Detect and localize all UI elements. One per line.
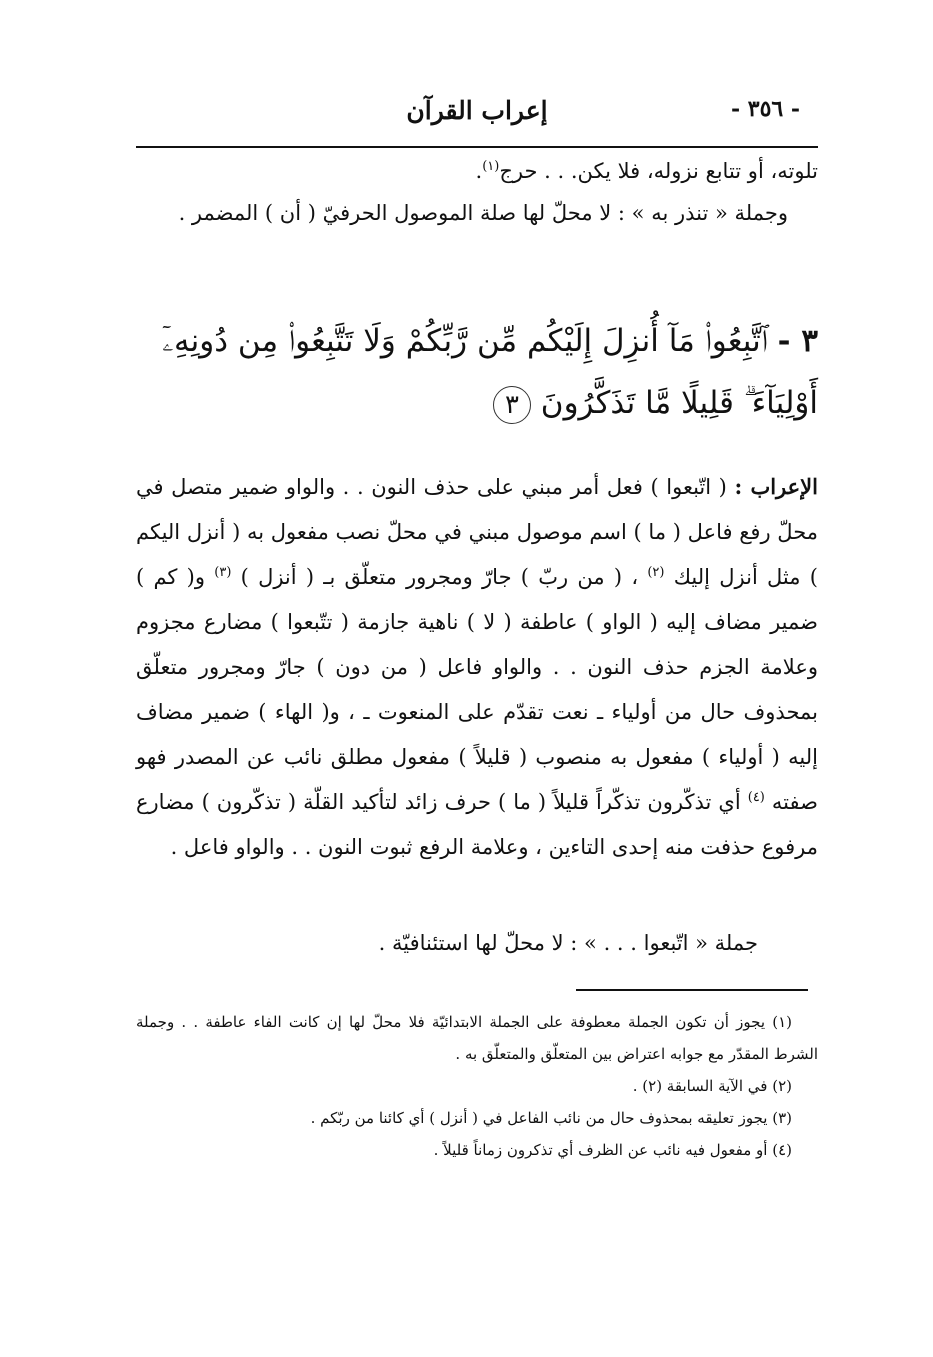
paragraph-text: تلوته، أو تتابع نزوله، فلا يكن. . . حرج — [499, 159, 818, 183]
header-divider — [136, 146, 818, 148]
footnote-3: (٣) يجوز تعليقه بمحذوف حال من نائب الفاعل في ( أنزل ) أي كائنا من ربّكم . — [310, 1109, 792, 1127]
conclusion-text: جملة « اتّبعوا . . . » : لا محلّ لها استئنافيّة . — [378, 931, 758, 955]
footnote-ref-3: (٣) — [214, 565, 232, 580]
page-header — [136, 96, 818, 136]
footnote-4: (٤) أو مفعول فيه نائب عن الظرف أي تذكرون زماناً قليلاً . — [433, 1141, 792, 1159]
book-title: إعراب القرآن — [406, 96, 548, 125]
sentence-conclusion — [136, 922, 818, 964]
ayah-end-mark: ٣ — [493, 386, 531, 424]
footnotes — [136, 1006, 818, 1166]
parsing-text-3: و( كم ) ضمير مضاف إليه ( الواو ) عاطفة ( لا ) ناهية جازمة ( تتّبعوا ) مضارع مجزوم وعلامة الجزم حذف النون . . والواو فاعل ( من دون ) جارّ ومجرور متعلّق بمحذوف حال من أولياء ـ نعت تقدّم على المنعوت ـ ، و( الهاء ) ضمير مضاف إليه ( أولياء ) مفعول به منصوب ( قليلاً ) مفعول مطلق نائب عن المصدر فهو صفته — [136, 565, 818, 814]
paragraph-sentence-parsing: وجملة « تنذر به » : لا محلّ لها صلة الموصول الحرفيّ ( أن ) المضمر . — [178, 201, 788, 225]
parsing-text-4: أي تذكّرون تذكّراً قليلاً ( ما ) حرف زائد لتأكيد القلّة ( تذكّرون ) مضارع مرفوع حذفت منه إحدى التاءين ، وعلامة الرفع ثبوت النون . . والواو فاعل . — [136, 790, 818, 859]
footnote-divider — [576, 989, 808, 991]
parsing-section — [136, 464, 818, 870]
footnote-ref-1: (١) — [482, 159, 500, 174]
footnote-ref-2: (٢) — [647, 565, 665, 580]
quran-verse — [136, 310, 818, 434]
footnote-2: (٢) في الآية السابقة (٢) . — [632, 1077, 792, 1095]
continued-paragraphs — [136, 150, 818, 234]
parsing-text-2: ، ( من ربّ ) جارّ ومجرور متعلّق بـ ( أنزل ) — [240, 565, 639, 589]
parsing-text-1: ( اتّبعوا ) فعل أمر مبني على حذف النون . . والواو ضمير متصل في محلّ رفع فاعل ( ما ) اسم موصول مبني في محلّ نصب مفعول به ( أنزل اليكم ) مثل أنزل إليك — [136, 475, 818, 589]
verse-number: ٣ - — [777, 323, 818, 359]
page-number: - ٣٥٦ - — [730, 96, 800, 122]
parsing-label: الإعراب : — [734, 474, 818, 499]
parsing-paragraph — [136, 464, 818, 870]
footnote-ref-4: (٤) — [747, 790, 765, 805]
footnote-1: (١) يجوز أن تكون الجملة معطوفة على الجملة الابتدائيّة فلا محلّ لها إن كانت الفاء عاطفة . . وجملة الشرط المقدّر مع جوابه اعتراض بين المتعلّق والمتعلّق به . — [136, 1013, 818, 1063]
paragraph-continuation: تلوته، أو تتابع نزوله، فلا يكن. . . حرج$^{(١)}$. — [475, 159, 818, 183]
verse-text: ٱتَّبِعُوا۟ مَآ أُنزِلَ إِلَيْكُم مِّن رَّبِّكُمْ وَلَا تَتَّبِعُوا۟ مِن دُونِهِۦٓ أَوْلِيَآءَ ۗ قَلِيلًا مَّا تَذَكَّرُونَ — [162, 323, 818, 421]
